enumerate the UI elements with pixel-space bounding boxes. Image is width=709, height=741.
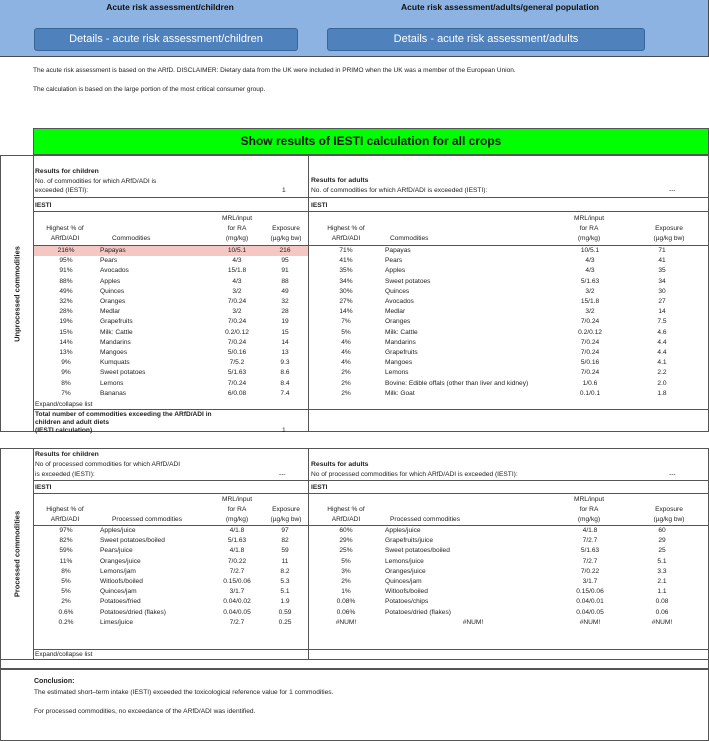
table-row	[34, 266, 308, 276]
mrl-cell: 7/0.24	[227, 318, 247, 326]
pct-cell: 41%	[339, 257, 353, 265]
table-row	[34, 526, 308, 536]
exposure-cell: 27	[658, 298, 666, 306]
mrl-cell: 0.15/0.06	[223, 578, 251, 586]
exposure-cell: 5.1	[280, 588, 290, 596]
details-adults-button[interactable]: Details - acute risk assessment/adults	[327, 28, 645, 51]
exposure-cell: 2.0	[657, 379, 667, 387]
exposure-cell: 0.08	[655, 598, 669, 606]
pct-cell: 35%	[339, 267, 353, 275]
exposure-cell: 88	[281, 277, 289, 285]
exposure-cell: 7.5	[657, 318, 667, 326]
spacer-row	[0, 660, 709, 669]
mrl-cell: 0.04/0.05	[223, 608, 251, 616]
commodity-cell: Lemons/jam	[100, 567, 136, 575]
pct-cell: 5%	[61, 588, 71, 596]
table-row	[34, 379, 308, 389]
exposure-cell: 8.2	[280, 567, 290, 575]
table-row	[309, 379, 707, 389]
mrl-cell: 7/0.22	[580, 567, 600, 575]
commodity-cell: Sweet potatoes/boiled	[385, 547, 450, 555]
table-row	[34, 277, 308, 287]
mrl-cell: 7/0.24	[227, 379, 247, 387]
pct-cell: 49%	[59, 287, 73, 295]
commodity-cell: Grapefruits/juice	[385, 537, 434, 545]
mrl-cell: 7/2.7	[229, 567, 245, 575]
exposure-cell: 0.25	[278, 618, 292, 626]
commodity-cell: Pears/juice	[100, 547, 133, 555]
table-header: Highest % of ARfD/ADI Processed commodities MRL/input for RA (mg/kg) Exposure (µg/kg bw)	[309, 494, 708, 526]
commodity-cell: Grapefruits	[385, 349, 418, 357]
exposure-cell: 5.3	[280, 578, 290, 586]
table-row	[34, 557, 308, 567]
exposure-cell: 60	[658, 527, 666, 534]
pct-cell: 9%	[61, 359, 71, 367]
table-row	[309, 577, 707, 587]
table-header: Highest % of ARfD/ADI Processed commodities MRL/input for RA (mg/kg) Exposure (µg/kg bw)	[34, 494, 308, 526]
table-header: Highest % of ARfD/ADI Commodities MRL/input for RA (mg/kg) Exposure (µg/kg bw)	[34, 212, 308, 246]
exposure-cell: 4.1	[657, 359, 667, 367]
exposure-cell: 1.1	[657, 588, 667, 596]
header-bar	[0, 0, 709, 57]
pct-cell: 13%	[59, 349, 73, 357]
pct-cell: 14%	[59, 338, 73, 346]
exposure-cell: 4.6	[657, 328, 667, 336]
commodity-cell: Avocados	[385, 298, 414, 306]
exposure-cell: 0.59	[278, 608, 292, 616]
exposure-cell: 7.4	[280, 389, 290, 397]
mrl-cell: 7/0.24	[580, 349, 600, 357]
conclusion-title: Conclusion:	[34, 678, 75, 685]
processed-adults-exceed-count: ---	[669, 471, 676, 478]
commodity-cell: Potatoes/fried	[100, 598, 141, 606]
commodity-cell: Avocados	[100, 267, 129, 275]
table-row	[34, 587, 308, 597]
table-row	[309, 246, 707, 256]
pct-cell: 14%	[339, 308, 353, 316]
mrl-cell: 5/1.63	[227, 537, 247, 545]
mrl-cell: 1/0.6	[582, 379, 598, 387]
table-row	[309, 546, 707, 556]
adults-results-title: Results for adults	[311, 177, 369, 184]
pct-cell: 5%	[341, 328, 351, 336]
pct-cell: 11%	[59, 557, 73, 565]
table-row	[34, 358, 308, 368]
pct-cell: 91%	[59, 267, 73, 275]
mrl-cell: 0.04/0.02	[223, 598, 251, 606]
calculation-note: The calculation is based on the large portion of the most critical consumer group.	[33, 86, 266, 93]
mrl-cell: 3/2	[585, 308, 595, 316]
mrl-cell: 0.2/0.12	[225, 328, 249, 336]
table-row	[309, 389, 707, 399]
commodity-cell: Sweet potatoes	[385, 277, 431, 285]
pct-cell: 2%	[61, 598, 71, 606]
commodity-cell: Pears	[385, 257, 403, 265]
pct-cell: 0.6%	[58, 608, 74, 616]
exposure-cell: 3.3	[657, 567, 667, 575]
pct-cell: 0.08%	[336, 598, 356, 606]
commodity-cell: Medlar	[100, 308, 121, 316]
table-row	[309, 317, 707, 327]
exposure-cell: 25	[658, 547, 666, 555]
expand-collapse-link[interactable]: Expand/collapse list	[35, 401, 93, 408]
mrl-cell: 4/1.8	[229, 547, 245, 555]
exposure-cell: 28	[281, 308, 289, 316]
commodity-cell: Kumquats	[100, 359, 130, 367]
mrl-cell: 10/5.1	[212, 246, 262, 256]
commodity-cell: Apples/juice	[385, 527, 421, 534]
commodity-cell: Papayas	[385, 247, 411, 254]
exposure-cell: 8.6	[280, 369, 290, 377]
pct-cell: 1%	[341, 588, 351, 596]
exposure-cell: 49	[281, 287, 289, 295]
pct-cell: 30%	[339, 287, 353, 295]
exposure-cell: 30	[658, 287, 666, 295]
pct-cell: 2%	[341, 379, 351, 387]
table-row	[309, 307, 707, 317]
mrl-cell: 4/3	[232, 277, 242, 285]
exposure-cell: 4.4	[657, 338, 667, 346]
exposure-cell: 2.2	[657, 369, 667, 377]
total-value: 1	[282, 427, 286, 434]
table-row	[309, 358, 707, 368]
mrl-cell: 4/3	[585, 267, 595, 275]
table-row	[34, 536, 308, 546]
commodity-cell: Apples	[385, 267, 406, 275]
commodity-cell: Quinces	[385, 287, 410, 295]
table-row	[34, 546, 308, 556]
mrl-cell: 7/0.24	[227, 338, 247, 346]
commodity-cell: Lemons	[100, 379, 124, 387]
pct-cell: 28%	[59, 308, 73, 316]
commodity-cell: #NUM!	[462, 618, 484, 626]
details-children-button[interactable]: Details - acute risk assessment/children	[34, 28, 298, 51]
pct-cell: 32%	[59, 298, 73, 306]
commodity-cell: Quinces/jam	[385, 578, 422, 586]
table-row	[34, 256, 308, 266]
table-row	[309, 608, 707, 618]
exposure-cell: 32	[281, 298, 289, 306]
mrl-cell: 0.04/0.01	[576, 598, 604, 606]
mrl-cell: 15/1.8	[227, 267, 247, 275]
table-row	[309, 587, 707, 597]
table-row	[309, 597, 707, 607]
table-row	[309, 618, 707, 628]
mrl-cell: 4/3	[232, 257, 242, 265]
table-row	[34, 287, 308, 297]
pct-cell: 15%	[59, 328, 73, 336]
exposure-cell: 11	[281, 557, 289, 565]
table-row	[309, 368, 707, 378]
exposure-cell: 59	[281, 547, 289, 555]
table-row	[34, 608, 308, 618]
table-header: Highest % of ARfD/ADI Commodities MRL/input for RA (mg/kg) Exposure (µg/kg bw)	[309, 212, 708, 246]
conclusion-panel	[0, 669, 709, 741]
pct-cell: 8%	[61, 567, 71, 575]
mrl-cell: 7/0.24	[227, 298, 247, 306]
table-row	[34, 348, 308, 358]
pct-cell: 9%	[61, 369, 71, 377]
pct-cell: 60%	[339, 527, 353, 534]
pct-cell: 2%	[341, 389, 351, 397]
exposure-cell: 41	[658, 257, 666, 265]
adults-exceed-count: ---	[669, 187, 676, 194]
exposure-cell: 71	[658, 247, 666, 254]
children-title: Acute risk assessment/children	[106, 2, 234, 12]
table-row	[34, 597, 308, 607]
exposure-cell: 19	[281, 318, 289, 326]
table-row	[309, 567, 707, 577]
commodity-cell: Mandarins	[385, 338, 416, 346]
mrl-cell: 7/0.24	[580, 318, 600, 326]
table-row	[309, 277, 707, 287]
commodity-cell: Potatoes/chips	[385, 598, 429, 606]
table-row	[34, 618, 308, 628]
exposure-cell: 216	[262, 246, 308, 256]
table-row	[309, 266, 707, 276]
table-row	[34, 246, 308, 256]
mrl-cell: 7/2.7	[582, 537, 598, 545]
table-row	[309, 328, 707, 338]
exposure-cell: #NUM!	[651, 618, 673, 626]
commodity-cell: Apples/juice	[100, 527, 136, 534]
commodity-cell: Lemons	[385, 369, 409, 377]
pct-cell: 19%	[59, 318, 73, 326]
mrl-cell: 3/2	[232, 287, 242, 295]
commodity-cell: Oranges/juice	[385, 567, 426, 575]
show-results-button[interactable]: Show results of IESTI calculation for all crops	[33, 128, 709, 155]
pct-cell: 4%	[341, 338, 351, 346]
commodity-cell: Milk: Cattle	[100, 328, 133, 336]
pct-cell: 7%	[341, 318, 351, 326]
mrl-cell: 7/2.7	[229, 618, 245, 626]
mrl-cell: 7/0.24	[580, 369, 600, 377]
exposure-cell: 29	[658, 537, 666, 545]
processed-adults-table	[309, 526, 707, 628]
commodity-cell: Sweet potatoes	[100, 369, 146, 377]
table-row	[34, 389, 308, 399]
commodity-cell: Pears	[100, 257, 118, 265]
commodity-cell: Apples	[100, 277, 121, 285]
exposure-cell: 2.1	[657, 578, 667, 586]
mrl-cell: 5/1.63	[227, 369, 247, 377]
pct-cell: 216%	[34, 246, 98, 256]
disclaimer-note: The acute risk assessment is based on the ARfD. DISCLAIMER: Dietary data from the UK were included in PRIMO when the UK was a member of the European Union.	[33, 67, 516, 74]
pct-cell: 27%	[339, 298, 353, 306]
mrl-cell: 7/5.2	[229, 359, 245, 367]
mrl-cell: #NUM!	[579, 618, 601, 626]
pct-cell: 0.06%	[336, 608, 356, 616]
pct-cell: 29%	[339, 537, 353, 545]
adults-title: Acute risk assessment/adults/general population	[401, 2, 599, 12]
commodity-cell: Limes/juice	[100, 618, 133, 626]
exposure-cell: 14	[281, 338, 289, 346]
pct-cell: 95%	[59, 257, 73, 265]
exposure-cell: 5.1	[657, 557, 667, 565]
table-row	[34, 577, 308, 587]
mrl-cell: 3/1.7	[229, 588, 245, 596]
pct-cell: 82%	[59, 537, 73, 545]
exposure-cell: 0.06	[655, 608, 669, 616]
unprocessed-section-label: Unprocessed commodities	[0, 155, 33, 432]
mrl-cell: 4/1.8	[582, 527, 598, 534]
mrl-cell: 3/2	[232, 308, 242, 316]
mrl-cell: 3/1.7	[582, 578, 598, 586]
commodity-cell: Mandarins	[100, 338, 131, 346]
unprocessed-adults-table	[309, 246, 707, 399]
pct-cell: 34%	[339, 277, 353, 285]
exposure-cell: 4.4	[657, 349, 667, 357]
table-row	[309, 256, 707, 266]
table-row	[34, 338, 308, 348]
pct-cell: 5%	[341, 557, 351, 565]
mrl-cell: 7/0.24	[580, 338, 600, 346]
total-exceeding: Total number of commodities exceeding the ARfD/ADI in children and adult diets (IESTI calculation) 1	[34, 409, 308, 433]
mrl-cell: 10/5.1	[580, 247, 600, 254]
commodity-cell: Milk: Goat	[385, 389, 415, 397]
pct-cell: 71%	[339, 247, 353, 254]
pct-cell: 97%	[59, 527, 73, 534]
processed-children-exceed-count: ---	[279, 471, 286, 478]
processed-children-panel: Results for children No of processed commodities for which ARfD/ADI is exceeded (IESTI): --- IESTI Highest % of ARfD/ADI Processed commodities MRL/input for RA (mg/kg) Exposure (µg/kg bw) 97% Apples/juice 4/1.8 97 82% Sweet potatoes/boiled 5/1.63 82 59% Pears/juice 4/1.8 59 11% Oranges/juice 7/0.22 11 8% Lemons/jam 7/2.7 8.2 5% Witloofs/boiled 0.15/0.06 5.3 5% Quinces/jam 3/1.7 5.1 2% Potatoes/fried 0.04/0.02 1.9 0.6% Potatoes/dried (flakes) 0.04/0.05 0.59 0.2% Limes/juice 7/2.7 0.25 Expand/collapse list	[33, 448, 309, 660]
conclusion-line-1: The estimated short–term intake (IESTI) exceeded the toxicological reference value for 1 commodities.	[34, 689, 334, 696]
commodity-cell: Mangoes	[385, 359, 413, 367]
pct-cell: 2%	[341, 369, 351, 377]
table-row	[34, 368, 308, 378]
children-exceed-count: 1	[282, 187, 286, 194]
pct-cell: 3%	[341, 567, 351, 575]
exposure-cell: 35	[658, 267, 666, 275]
mrl-cell: 0.1/0.1	[579, 389, 601, 397]
table-row	[309, 536, 707, 546]
table-row	[34, 317, 308, 327]
commodity-cell: Milk: Cattle	[385, 328, 418, 336]
table-row	[34, 567, 308, 577]
exposure-cell: 14	[658, 308, 666, 316]
pct-cell: 59%	[59, 547, 73, 555]
commodity-cell: Oranges/juice	[100, 557, 141, 565]
table-row	[34, 307, 308, 317]
exposure-cell: 82	[281, 537, 289, 545]
mrl-cell: 7/2.7	[582, 557, 598, 565]
commodity-cell: Quinces/jam	[100, 588, 137, 596]
pct-cell: #NUM!	[335, 618, 357, 626]
mrl-cell: 5/0.16	[227, 349, 247, 357]
exposure-cell: 34	[658, 277, 666, 285]
commodity-cell: Bovine: Edible offals (other than liver and kidney)	[385, 379, 529, 387]
commodity-cell: Lemons/juice	[385, 557, 424, 565]
exposure-cell: 1.8	[657, 389, 667, 397]
commodity-cell: Oranges	[385, 318, 411, 326]
mrl-cell: 0.15/0.06	[576, 588, 604, 596]
commodity-cell: Witloofs/boiled	[100, 578, 143, 586]
pct-cell: 4%	[341, 349, 351, 357]
commodity-cell: Potatoes/dried (flakes)	[385, 608, 451, 616]
exposure-cell: 9.3	[280, 359, 290, 367]
exposure-cell: 1.9	[280, 598, 290, 606]
table-row	[309, 338, 707, 348]
processed-expand-collapse-link[interactable]: Expand/collapse list	[35, 651, 93, 658]
exposure-cell: 13	[281, 349, 289, 357]
pct-cell: 8%	[61, 379, 71, 387]
pct-cell: 25%	[339, 547, 353, 555]
commodity-cell: Quinces	[100, 287, 125, 295]
mrl-cell: 4/1.8	[229, 527, 245, 534]
pct-cell: 7%	[61, 389, 71, 397]
commodity-cell: Witloofs/boiled	[385, 588, 428, 596]
pct-cell: 5%	[61, 578, 71, 586]
conclusion-line-2: For processed commodities, no exceedance of the ARfD/ADI was identified.	[34, 708, 256, 715]
pct-cell: 88%	[59, 277, 73, 285]
table-row	[309, 557, 707, 567]
commodity-cell: Mangoes	[100, 349, 128, 357]
table-row	[309, 348, 707, 358]
mrl-cell: 7/0.22	[227, 557, 247, 565]
mrl-cell: 6/0.08	[227, 389, 247, 397]
unprocessed-children-panel: Results for children No. of commodities for which ARfD/ADI is exceeded (IESTI): 1 IESTI Highest % of ARfD/ADI Commodities MRL/input for RA (mg/kg) Exposure (µg/kg bw) 216% Papayas 10/5.1 216 95% Pears 4/3 95 91% Avocados 15/1.8 91 88% Apples 4/3 88 49% Quinces 3/2 49 32% Oranges 7/0.24 32 28% Medlar 3/2 28 19% Grapefruits 7/0.24 19 15% Milk: Cattle 0.2/0.12 15 14% Mandarins 7/0.24 14 13% Mangoes 5/0.16 13 9% Kumquats 7/5.2 9.3 9% Sweet potatoes 5/1.63 8.6 8% Lemons 7/0.24 8.4 7% Bananas 6/0.08 7.4 Expand/collapse list Total number of commodities exceeding the ARfD/ADI in children and adult diets (IESTI calculation) 1	[33, 155, 309, 432]
commodity-cell: Grapefruits	[100, 318, 133, 326]
processed-adults-panel: Results for adults No of processed commodities for which ARfD/ADI is exceeded (IESTI): --- IESTI Highest % of ARfD/ADI Processed commodities MRL/input for RA (mg/kg) Exposure (µg/kg bw) 60% Apples/juice 4/1.8 60 29% Grapefruits/juice 7/2.7 29 25% Sweet potatoes/boiled 5/1.63 25 5% Lemons/juice 7/2.7 5.1 3% Oranges/juice 7/0.22 3.3 2% Quinces/jam 3/1.7 2.1 1% Witloofs/boiled 0.15/0.06 1.1 0.08% Potatoes/chips 0.04/0.01 0.08 0.06% Potatoes/dried (flakes) 0.04/0.05 0.06 #NUM! #NUM! #NUM! #NUM!	[309, 448, 709, 660]
children-results-title: Results for children	[35, 168, 99, 175]
mrl-cell: 3/2	[585, 287, 595, 295]
unprocessed-adults-panel: Results for adults No. of commodities for which ARfD/ADI is exceeded (IESTI): --- IESTI Highest % of ARfD/ADI Commodities MRL/input for RA (mg/kg) Exposure (µg/kg bw) 71% Papayas 10/5.1 71 41% Pears 4/3 41 35% Apples 4/3 35 34% Sweet potatoes 5/1.63 34 30% Quinces 3/2 30 27% Avocados 15/1.8 27 14% Medlar 3/2 14 7% Oranges 7/0.24 7.5 5% Milk: Cattle 0.2/0.12 4.6 4% Mandarins 7/0.24 4.4 4% Grapefruits 7/0.24 4.4 4% Mangoes 5/0.16 4.1 2% Lemons 7/0.24 2.2 2% Bovine: Edible offals (other than liver and kidney) 1/0.6 2.0 2% Milk: Goat 0.1/0.1 1.8	[309, 155, 709, 432]
mrl-cell: 5/0.16	[580, 359, 600, 367]
mrl-cell: 5/1.63	[580, 547, 600, 555]
mrl-cell: 0.04/0.05	[576, 608, 604, 616]
commodity-cell: Papayas	[98, 246, 212, 256]
mrl-cell: 15/1.8	[580, 298, 600, 306]
table-row	[309, 287, 707, 297]
mrl-cell: 0.2/0.12	[578, 328, 602, 336]
exposure-cell: 15	[281, 328, 289, 336]
mrl-cell: 4/3	[585, 257, 595, 265]
mrl-cell: 5/1.63	[580, 277, 600, 285]
table-row	[309, 297, 707, 307]
exposure-cell: 8.4	[280, 379, 290, 387]
unprocessed-children-table	[34, 246, 308, 399]
table-row	[34, 297, 308, 307]
pct-cell: 4%	[341, 359, 351, 367]
pct-cell: 0.2%	[58, 618, 74, 626]
exposure-cell: 97	[281, 527, 289, 534]
table-row	[309, 526, 707, 536]
table-row	[34, 328, 308, 338]
pct-cell: 2%	[341, 578, 351, 586]
exposure-cell: 95	[281, 257, 289, 265]
commodity-cell: Sweet potatoes/boiled	[100, 537, 165, 545]
commodity-cell: Medlar	[385, 308, 406, 316]
commodity-cell: Bananas	[100, 389, 127, 397]
commodity-cell: Potatoes/dried (flakes)	[100, 608, 166, 616]
processed-section-label: Processed commodities	[0, 448, 33, 660]
exposure-cell: 91	[281, 267, 289, 275]
commodity-cell: Oranges	[100, 298, 126, 306]
processed-children-table	[34, 526, 308, 628]
